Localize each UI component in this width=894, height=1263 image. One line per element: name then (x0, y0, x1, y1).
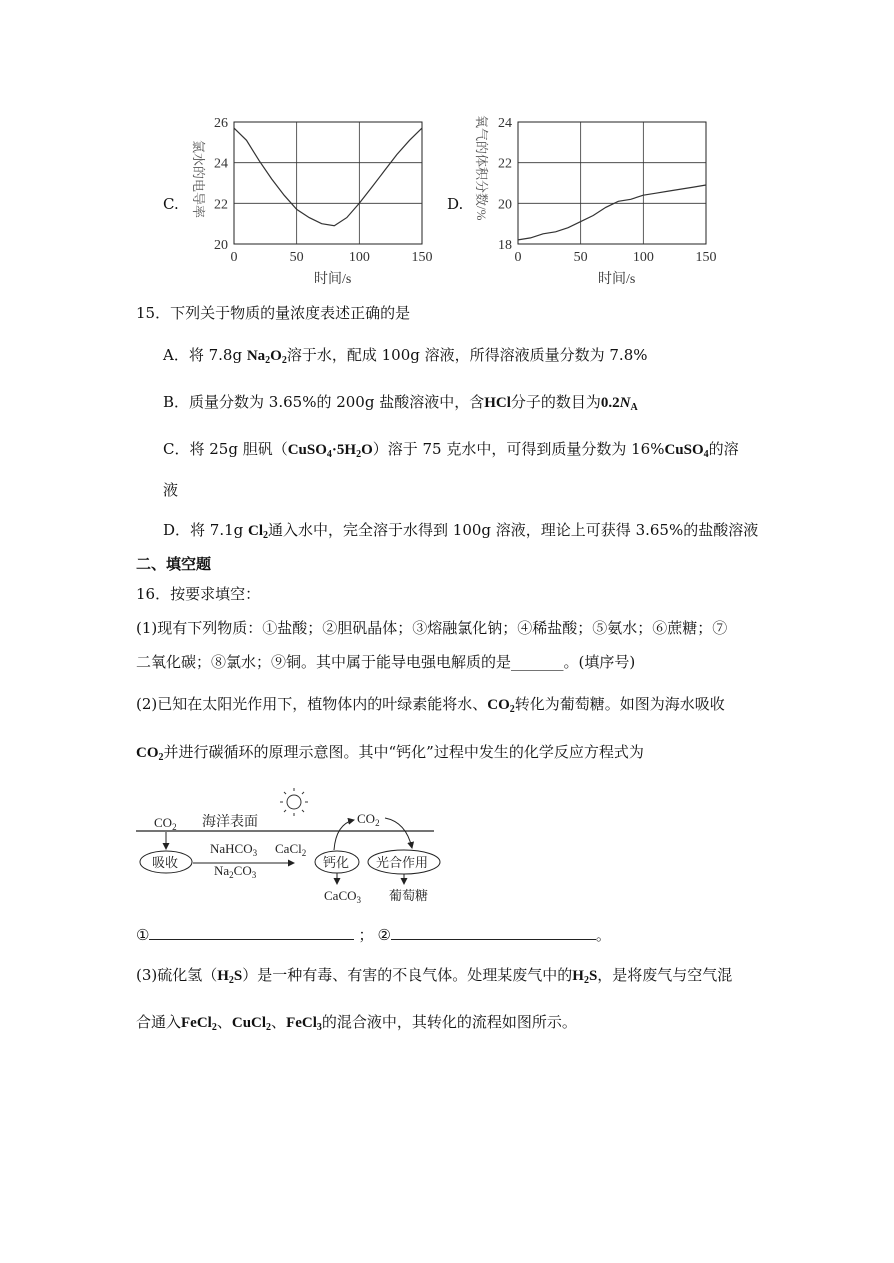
blank-2[interactable] (391, 925, 596, 940)
blank-1[interactable] (149, 925, 354, 940)
section-heading: 二、填空题 (136, 555, 212, 573)
q16-part2-line1: (2)已知在太阳光作用下，植物体内的叶绿素能将水、$CO_2$转化为葡萄糖。如图为海水吸收 (136, 695, 725, 715)
cacl2-label: CaCl$_2$ (275, 841, 307, 858)
blank-2-marker: ② (377, 926, 391, 944)
svg-text:吸收: 吸收 (152, 855, 179, 870)
chart-d-ytick-label: 20 (498, 197, 512, 213)
chart-d-xtick-label: 50 (573, 250, 588, 265)
chart-d-ytick-label: 24 (498, 116, 512, 131)
chart-d-xtick-label: 0 (514, 250, 522, 265)
chart-c-xtick-label: 100 (348, 250, 370, 265)
blank-1-marker: ① (136, 926, 150, 944)
chart-c-xtick-label: 0 (230, 250, 238, 265)
option-d-label: D. (447, 195, 464, 213)
nahco3-label: NaHCO$_3$ (210, 841, 258, 858)
chart-d-plot-frame (518, 122, 706, 244)
chart-d-ylabel: 氧气的体积分数/% (474, 115, 489, 221)
caco3-label: CaCO$_3$ (324, 888, 361, 905)
q16-part2-line2: $CO_2$并进行碳循环的原理示意图。其中“钙化”过程中发生的化学反应方程式为 (136, 743, 644, 763)
svg-text:光合作用: 光合作用 (376, 855, 429, 870)
q15-option-c: C．将 25g 胆矾$(CuSO_4\cdot 5H_2O)$溶于 75 克水中，可得到质量分数为 16%CuSO$_4$的溶 (163, 440, 739, 460)
chart-c-ytick-label: 24 (214, 156, 228, 172)
q15-option-b: B．质量分数为 3.65%的 200g 盐酸溶液中，含HCl分子的数目为$0.2N_A$ (163, 393, 638, 413)
na2co3-label: $Na_2CO_3$ (214, 863, 257, 880)
q15-option-c-continued: 液 (163, 481, 179, 499)
chart-c-xlabel: 时间/s (314, 272, 352, 287)
q15-stem: 15．下列关于物质的量浓度表述正确的是 (136, 304, 411, 322)
glucose-label: 葡萄糖 (389, 888, 429, 903)
chart-d-xtick-label: 100 (632, 250, 654, 265)
option-c-label: C. (163, 195, 179, 213)
q16-part3-line1: (3)硫化氢$(H_2S)$是一种有毒、有害的不良气体。处理某废气中的$H_2S$，是将废气与空气混 (136, 966, 733, 986)
sun-icon (280, 788, 308, 816)
q16-part1-line1: (1)现有下列物质：①盐酸；②胆矾晶体；③熔融氯化钠；④稀盐酸；⑤氨水；⑥蔗糖；⑦ (136, 619, 728, 637)
q16-part3-line2: 合通入FeCl$_2$、CuCl$_2$、FeCl$_3$的混合液中，其转化的流程如图所示。 (136, 1013, 577, 1033)
chart-d-ytick-label: 22 (498, 156, 512, 172)
q16-part1-line2: 二氧化碳；⑧氯水；⑨铜。其中属于能导电强电解质的是_______。(填序号) (136, 653, 636, 671)
q15-option-a: A．将 7.8g $Na_2O_2$溶于水，配成 100g 溶液，所得溶液质量分数为 7.8% (163, 346, 648, 366)
chart-c-xtick-label: 150 (411, 250, 433, 265)
conductivity-chart (180, 110, 450, 290)
q15-option-d: D．将 7.1g $Cl_2$通入水中，完全溶于水得到 100g 溶液，理论上可获得 3.65%的盐酸溶液 (163, 521, 759, 541)
chart-d-ytick-label: 18 (498, 238, 512, 253)
chart-d-xtick-label: 150 (695, 250, 717, 265)
chart-c-ytick-label: 26 (214, 116, 228, 131)
chart-c-ylabel: 氯水的电导率 (191, 140, 206, 219)
svg-text:钙化: 钙化 (323, 855, 350, 870)
answer-blanks-row: ① ； ② 。 (136, 926, 611, 944)
chart-d-xlabel: 时间/s (598, 272, 636, 287)
chart-c-series-line (234, 128, 422, 226)
chart-c-ytick-label: 22 (214, 197, 228, 213)
chart-d-series-line (518, 185, 706, 240)
oxygen-chart (462, 110, 732, 290)
co2-top-label: $CO_2$ (357, 811, 380, 828)
carbon-cycle-diagram (130, 780, 450, 910)
chart-c-plot-frame (234, 122, 422, 244)
q16-stem: 16．按要求填空： (136, 585, 261, 603)
co2-left-label: $CO_2$ (154, 815, 177, 832)
chart-c-xtick-label: 50 (289, 250, 304, 265)
chart-c-ytick-label: 20 (214, 238, 228, 253)
ocean-surface-label: 海洋表面 (202, 815, 258, 830)
